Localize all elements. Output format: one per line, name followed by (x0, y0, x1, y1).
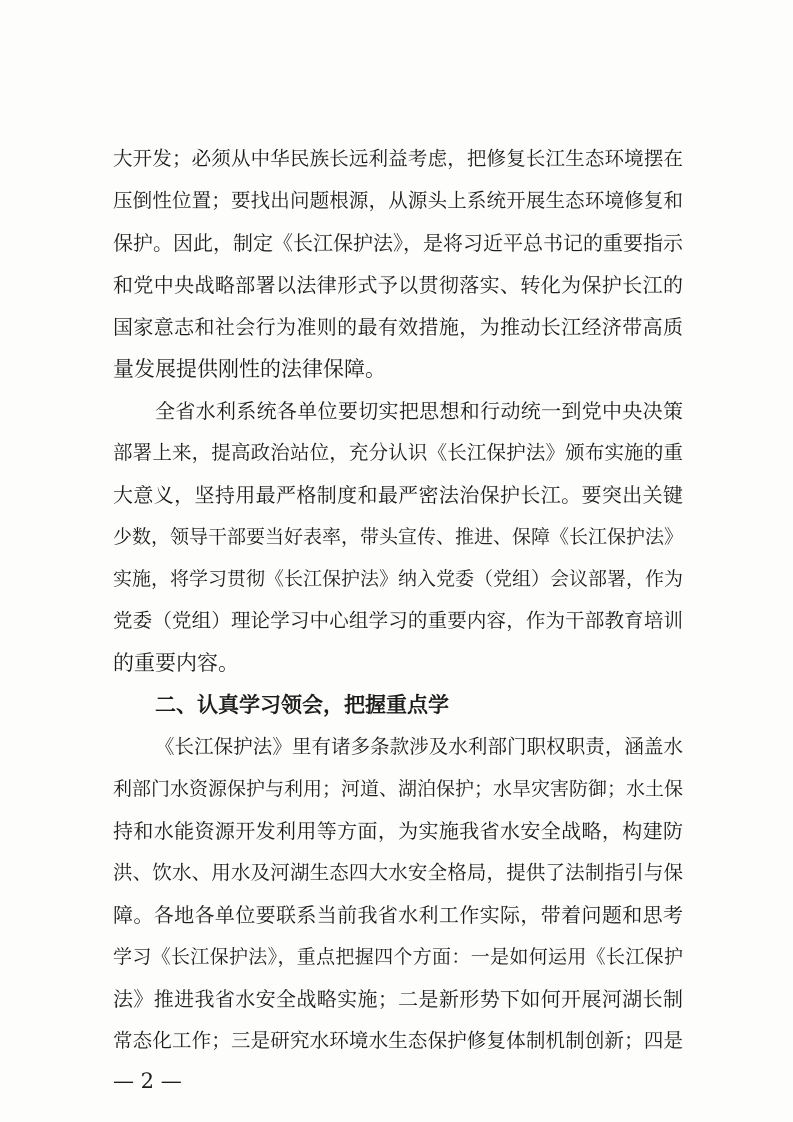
paragraph-2-line-2: 部署上来，提高政治站位，充分认识《长江保护法》颁布实施的重 (113, 441, 683, 464)
paragraph-1-line-3: 保护。因此，制定《长江保护法》，是将习近平总书记的重要指示 (113, 231, 683, 255)
paragraph-3-line-8: 常态化工作；三是研究水环境水生态保护修复体制机制创新；四是 (113, 1029, 683, 1052)
paragraph-2-line-5: 实施，将学习贯彻《长江保护法》纳入党委（党组）会议部署，作为 (113, 568, 684, 590)
paragraph-2-line-4: 少数，领导干部要当好表率，带头宣传、推进、保障《长江保护法》 (113, 526, 684, 548)
paragraph-3-line-6: 学习《长江保护法》，重点把握四个方面：一是如何运用《长江保护 (113, 946, 683, 968)
paragraph-3-line-1: 《长江保护法》里有诸多条款涉及水利部门职权职责，涵盖水 (155, 735, 683, 758)
paragraph-2-line-3: 大意义，坚持用最严格制度和最严密法治保护长江。要突出关键 (113, 483, 683, 507)
paragraph-3-line-5: 障。各地各单位要联系当前我省水利工作实际，带着问题和思考 (113, 903, 683, 927)
paragraph-1-line-1: 大开发；必须从中华民族长远利益考虑，把修复长江生态环境摆在 (113, 147, 683, 170)
paragraph-2-line-7: 的重要内容。 (113, 651, 239, 675)
section-heading: 二、认真学习领会，把握重点学 (155, 693, 449, 717)
page-number: — 2 — (113, 1069, 182, 1093)
paragraph-2-line-1: 全省水利系统各单位要切实把思想和行动统一到党中央决策 (155, 399, 683, 423)
paragraph-3-line-7: 法》推进我省水安全战略实施；二是新形势下如何开展河湖长制 (113, 987, 683, 1011)
paragraph-1-line-2: 压倒性位置；要找出问题根源，从源头上系统开展生态环境修复和 (113, 189, 683, 212)
paragraph-3-line-4: 洪、饮水、用水及河湖生态四大水安全格局，提供了法制指引与保 (113, 861, 683, 884)
paragraph-2-line-6: 党委（党组）理论学习中心组学习的重要内容，作为干部教育培训 (113, 609, 683, 632)
paragraph-1-line-6: 量发展提供刚性的法律保障。 (113, 357, 386, 381)
paragraph-3-line-3: 持和水能资源开发利用等方面，为实施我省水安全战略，构建防 (113, 819, 683, 843)
paragraph-1-line-4: 和党中央战略部署以法律形式予以贯彻落实、转化为保护长江的 (113, 273, 683, 297)
paragraph-3-line-2: 利部门水资源保护与利用；河道、湖泊保护；水旱灾害防御；水土保 (113, 778, 684, 800)
paragraph-1-line-5: 国家意志和社会行为准则的最有效措施，为推动长江经济带高质 (113, 315, 683, 339)
